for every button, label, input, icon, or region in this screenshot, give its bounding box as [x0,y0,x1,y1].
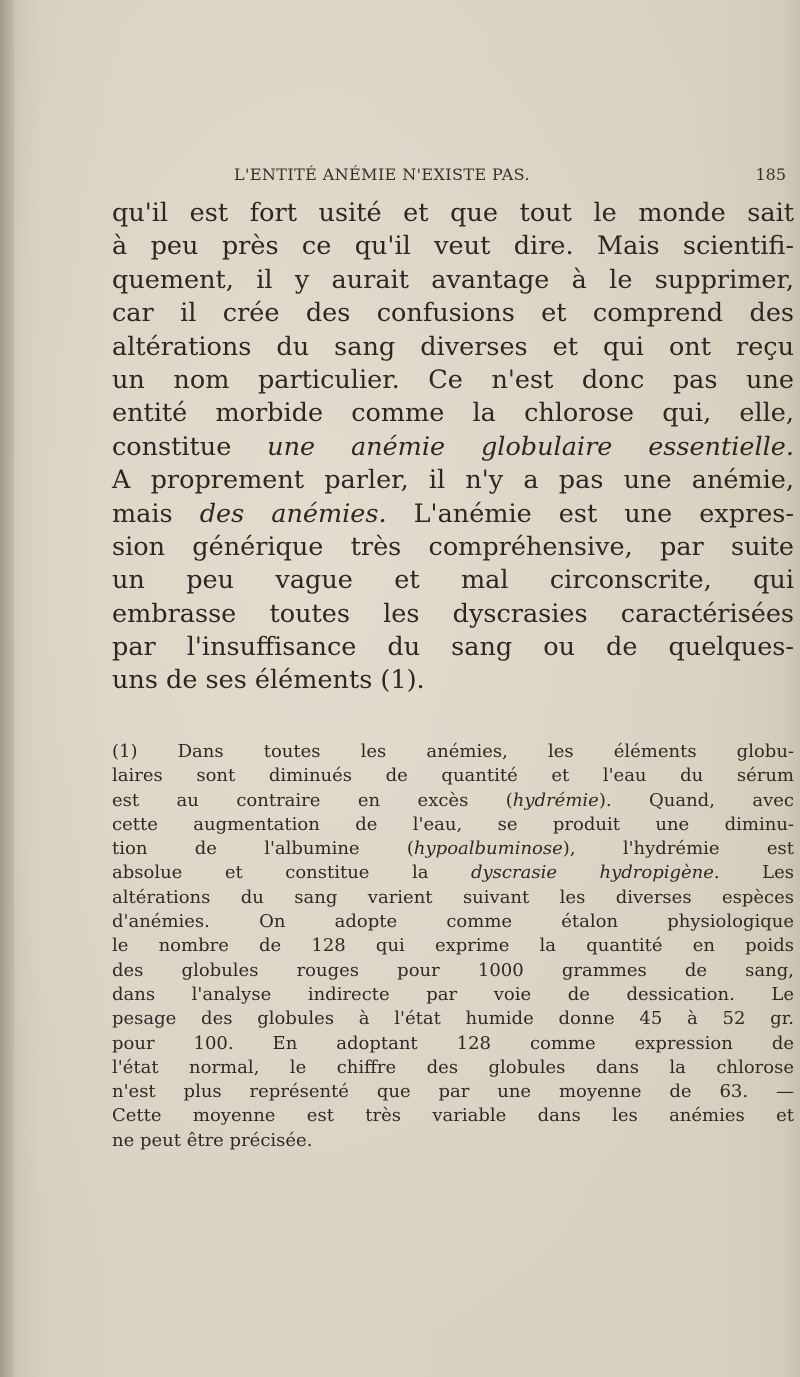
footnote-line: n'est plus représenté que par une moyenne de 63. — [112,1081,794,1103]
footnote-line: Cette moyenne est très variable dans les anémies et [112,1105,794,1127]
footnote-line: dans l'analyse indirecte par voie de dessication. Le [112,983,794,1005]
footnote-line: laires sont diminués de quantité et l'eau du sérum [112,765,794,787]
footnote-line [112,789,794,813]
footnote-line: (1) Dans toutes les anémies, les éléments globu- [112,741,794,762]
page-header [112,165,794,189]
page-gutter [0,0,14,1377]
text-line [112,431,794,464]
italic-phrase: des anémies. [199,498,387,529]
text-segment: tion de l'albumine ( [112,838,414,860]
footnote-line [112,837,794,861]
text-line: un nom particulier. Ce n'est donc pas une [112,364,794,395]
footnote-line [112,861,794,885]
text-segment: mais [112,498,200,529]
text-line: uns de ses éléments (1). [112,665,425,696]
text-segment: constitue [112,431,268,462]
text-segment: . Les [713,862,794,884]
text-line: entité morbide comme la chlorose qui, elle, [112,398,794,429]
text-segment: ), l'hydrémie est [562,838,794,860]
footnote-line: des globules rouges pour 1000 grammes de sang, [112,959,794,981]
running-title: L'ENTITÉ ANÉMIE N'EXISTE PAS. [234,165,530,184]
footnote-line: le nombre de 128 qui exprime la quantité en poids [112,935,794,957]
text-line: altérations du sang diverses et qui ont reçu [112,331,794,362]
footnote-line: ne peut être précisée. [112,1129,313,1151]
text-segment: absolue et constitue la [112,862,471,884]
footnote-line: l'état normal, le chiffre des globules dans la chlorose [112,1056,794,1078]
italic-phrase: une anémie globulaire essentielle. [267,431,794,462]
text-line: qu'il est fort usité et que tout le monde sait [112,198,794,228]
text-line: car il crée des confusions et comprend des [112,298,794,329]
footnote-line: cette augmentation de l'eau, se produit une diminu- [112,813,794,835]
footnote-line: pour 100. En adoptant 128 comme expression de [112,1032,794,1054]
text-line: un peu vague et mal circonscrite, qui [112,565,794,596]
text-line [112,498,794,531]
text-line: quement, il y aurait avantage à le supprimer, [112,264,794,295]
text-line: sion générique très compréhensive, par suite [112,531,794,562]
footnote-line: altérations du sang varient suivant les diverses espèces [112,886,794,908]
footnote-line: d'anémies. On adopte comme étalon physiologique [112,911,794,933]
main-text [112,197,794,698]
text-segment: ). Quand, avec [598,789,794,811]
text-line: A proprement parler, il n'y a pas une anémie, [112,465,794,496]
footnote [112,740,794,1153]
italic-term: hydrémie [512,789,599,811]
footnote-line: pesage des globules à l'état humide donne 45 à 52 gr. [112,1008,794,1030]
text-segment: L'anémie est une expres- [386,498,794,529]
italic-term: dyscrasie hydropigène [470,862,714,884]
text-line: par l'insuffisance du sang ou de quelques- [112,632,794,663]
text-segment: est au contraire en excès ( [112,789,513,811]
text-line: embrasse toutes les dyscrasies caractérisées [112,598,794,629]
italic-term: hypoalbuminose [413,838,563,860]
text-line: à peu près ce qu'il veut dire. Mais scientifi- [112,231,794,262]
page-number: 185 [755,165,786,184]
